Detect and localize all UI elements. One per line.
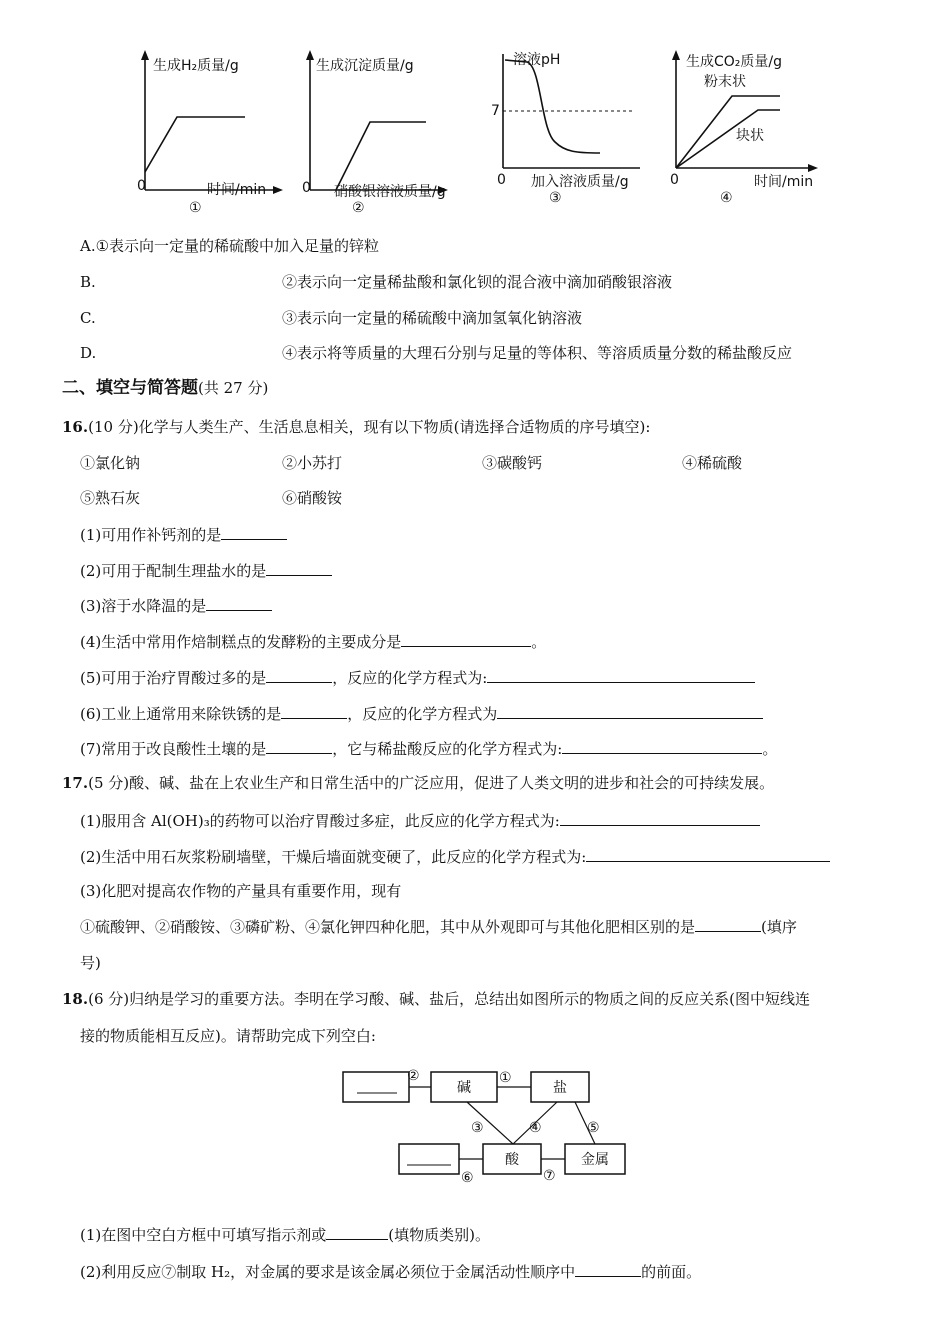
q17-part-1: [80, 810, 760, 831]
q18-part-2-text: (2)利用反应⑦制取 H₂，对金属的要求是该金属必须位于金属活动性顺序中: [80, 1263, 576, 1281]
q17-part-3c: 号): [80, 954, 101, 972]
q16-part-1-text: (1)可用作补钙剂的是: [80, 526, 222, 544]
graph-2-xlabel: 硝酸银溶液质量/g: [334, 184, 446, 200]
option-d-label: D.: [80, 344, 97, 362]
q16-part-6-text-b: ，反应的化学方程式为: [347, 705, 498, 723]
q16-part-3-text: (3)溶于水降温的是: [80, 597, 207, 615]
q16-part-4: [80, 631, 546, 652]
answer-blank[interactable]: [560, 810, 760, 826]
q16-item-3: ③碳酸钙: [482, 454, 543, 472]
q16-part-1: [80, 524, 287, 545]
q18-part-2: [80, 1261, 701, 1282]
graph-4: [660, 40, 845, 225]
q16-stem: [62, 417, 650, 437]
reaction-5-label: ⑤: [587, 1120, 600, 1136]
q16-part-7-text-b: ，它与稀盐酸反应的化学方程式为:: [332, 740, 563, 758]
graph-2-ylabel: 生成沉淀质量/g: [316, 58, 414, 74]
q18-part-1: [80, 1224, 490, 1245]
answer-blank[interactable]: [221, 524, 287, 540]
q16-part-7-end: 。: [762, 740, 778, 758]
acid-label: 酸: [505, 1152, 519, 1168]
graph-4-number: ④: [720, 190, 733, 206]
salt-label: 盐: [553, 1080, 567, 1096]
graph-1-origin: 0: [137, 178, 146, 194]
q17-stem: [62, 773, 774, 793]
reaction-4-label: ④: [529, 1120, 542, 1136]
option-a: A.①表示向一定量的稀硫酸中加入足量的锌粒: [80, 237, 380, 255]
q17-part-2: [80, 846, 830, 867]
q18-stem: [62, 989, 810, 1009]
q17-part-1-text: (1)服用含 Al(OH)₃的药物可以治疗胃酸过多症，此反应的化学方程式为:: [80, 812, 560, 830]
option-c-label: C.: [80, 309, 96, 327]
q16-part-7-text: (7)常用于改良酸性土壤的是: [80, 740, 267, 758]
answer-blank[interactable]: [266, 560, 332, 576]
q17-number: 17.: [62, 774, 89, 792]
option-b-label: B.: [80, 273, 96, 291]
blank-box-bottom[interactable]: [399, 1144, 459, 1174]
q16-part-6-text: (6)工业上通常用来除铁锈的是: [80, 705, 282, 723]
q16-item-1: ①氯化钠: [80, 454, 141, 472]
graph-4-origin: 0: [670, 172, 679, 188]
base-label: 碱: [457, 1080, 471, 1096]
answer-blank[interactable]: [326, 1224, 388, 1240]
graph-3-seven: 7: [491, 103, 500, 119]
q17-head: (5 分)酸、碱、盐在上农业生产和日常生活中的广泛应用，促进了人类文明的进步和社会的可持续发展。: [88, 774, 775, 792]
q18-part-1-text: (1)在图中空白方框中可填写指示剂或: [80, 1226, 327, 1244]
reaction-1-label: ①: [499, 1070, 512, 1086]
q16-item-6: ⑥硝酸铵: [282, 489, 343, 507]
graph-2-origin: 0: [302, 180, 311, 196]
graph-4-ylabel: 生成CO₂质量/g: [686, 54, 783, 70]
reaction-diagram: [335, 1060, 635, 1188]
option-c: ③表示向一定量的稀硫酸中滴加氢氧化钠溶液: [282, 309, 583, 327]
answer-blank[interactable]: [206, 595, 272, 611]
q16-head: (10 分)化学与人类生产、生活息息相关，现有以下物质(请选择合适物质的序号填空):: [88, 418, 651, 436]
graph-1-xlabel: 时间/min: [207, 182, 267, 198]
graph-3-origin: 0: [497, 172, 506, 188]
q17-part-3b: [80, 916, 797, 937]
graph-1-ylabel: 生成H₂质量/g: [153, 58, 239, 74]
answer-blank[interactable]: [575, 1261, 641, 1277]
graph-4-curve-powder: 粉末状: [704, 74, 746, 90]
q17-part-2-text: (2)生活中用石灰浆粉刷墙壁，干燥后墙面就变硬了，此反应的化学方程式为:: [80, 848, 587, 866]
option-d: ④表示将等质量的大理石分别与足量的等体积、等溶质质量分数的稀盐酸反应: [282, 344, 793, 362]
q17-part-3: (3)化肥对提高农作物的产量具有重要作用，现有: [80, 882, 402, 900]
answer-blank[interactable]: [497, 703, 763, 719]
q16-part-2-text: (2)可用于配制生理盐水的是: [80, 562, 267, 580]
q17-part-3b-end: (填序: [761, 918, 797, 936]
q16-part-6: [80, 703, 763, 724]
graph-2-number: ②: [352, 200, 365, 216]
answer-blank[interactable]: [401, 631, 531, 647]
q16-part-4-text: (4)生活中常用作焙制糕点的发酵粉的主要成分是: [80, 633, 402, 651]
q17-part-3b-text: ①硫酸钾、②硝酸铵、③磷矿粉、④氯化钾四种化肥，其中从外观即可与其他化肥相区别的是: [80, 918, 696, 936]
graph-4-curve-block: 块状: [736, 128, 764, 144]
reaction-2-label: ②: [407, 1068, 420, 1084]
graph-3-ylabel: 溶液pH: [513, 52, 561, 68]
graph-4-xlabel: 时间/min: [754, 174, 814, 190]
graph-1-number: ①: [189, 200, 202, 216]
graph-3-number: ③: [549, 190, 562, 206]
section-2-score: (共 27 分): [198, 379, 269, 397]
q18-part-1-end: (填物质类别)。: [388, 1226, 490, 1244]
graph-3: [485, 40, 655, 225]
graph-3-xlabel: 加入溶液质量/g: [531, 174, 629, 190]
q16-part-7: [80, 738, 777, 759]
q16-part-3: [80, 595, 272, 616]
q18-stem-2: 接的物质能相互反应)。请帮助完成下列空白:: [80, 1027, 376, 1045]
answer-blank[interactable]: [266, 667, 332, 683]
graph-1: [125, 40, 285, 225]
answer-blank[interactable]: [695, 916, 761, 932]
metal-label: 金属: [581, 1152, 609, 1168]
section-2-title: [62, 378, 268, 398]
answer-blank[interactable]: [562, 738, 762, 754]
reaction-7-label: ⑦: [543, 1168, 556, 1184]
q16-number: 16.: [62, 418, 89, 436]
reaction-3-label: ③: [471, 1120, 484, 1136]
q16-part-4-end: 。: [531, 633, 547, 651]
blank-box-top[interactable]: [343, 1072, 409, 1102]
answer-blank[interactable]: [487, 667, 755, 683]
q16-part-2: [80, 560, 332, 581]
q16-part-5-text-b: ，反应的化学方程式为:: [332, 669, 488, 687]
q16-item-4: ④稀硫酸: [682, 454, 743, 472]
graph-2: [290, 40, 475, 225]
q16-item-5: ⑤熟石灰: [80, 489, 141, 507]
q16-item-2: ②小苏打: [282, 454, 343, 472]
reaction-6-label: ⑥: [461, 1170, 474, 1186]
q18-part-2-end: 的前面。: [641, 1263, 702, 1281]
q18-head: (6 分)归纳是学习的重要方法。李明在学习酸、碱、盐后，总结出如图所示的物质之间的反应关系(图中短线连: [88, 990, 810, 1008]
q16-part-5: [80, 667, 755, 688]
option-b: ②表示向一定量稀盐酸和氯化钡的混合液中滴加硝酸银溶液: [282, 273, 673, 291]
q18-number: 18.: [62, 990, 89, 1008]
q16-part-5-text: (5)可用于治疗胃酸过多的是: [80, 669, 267, 687]
answer-blank[interactable]: [281, 703, 347, 719]
answer-blank[interactable]: [586, 846, 830, 862]
section-2-title-text: 二、填空与简答题: [62, 378, 198, 398]
answer-blank[interactable]: [266, 738, 332, 754]
